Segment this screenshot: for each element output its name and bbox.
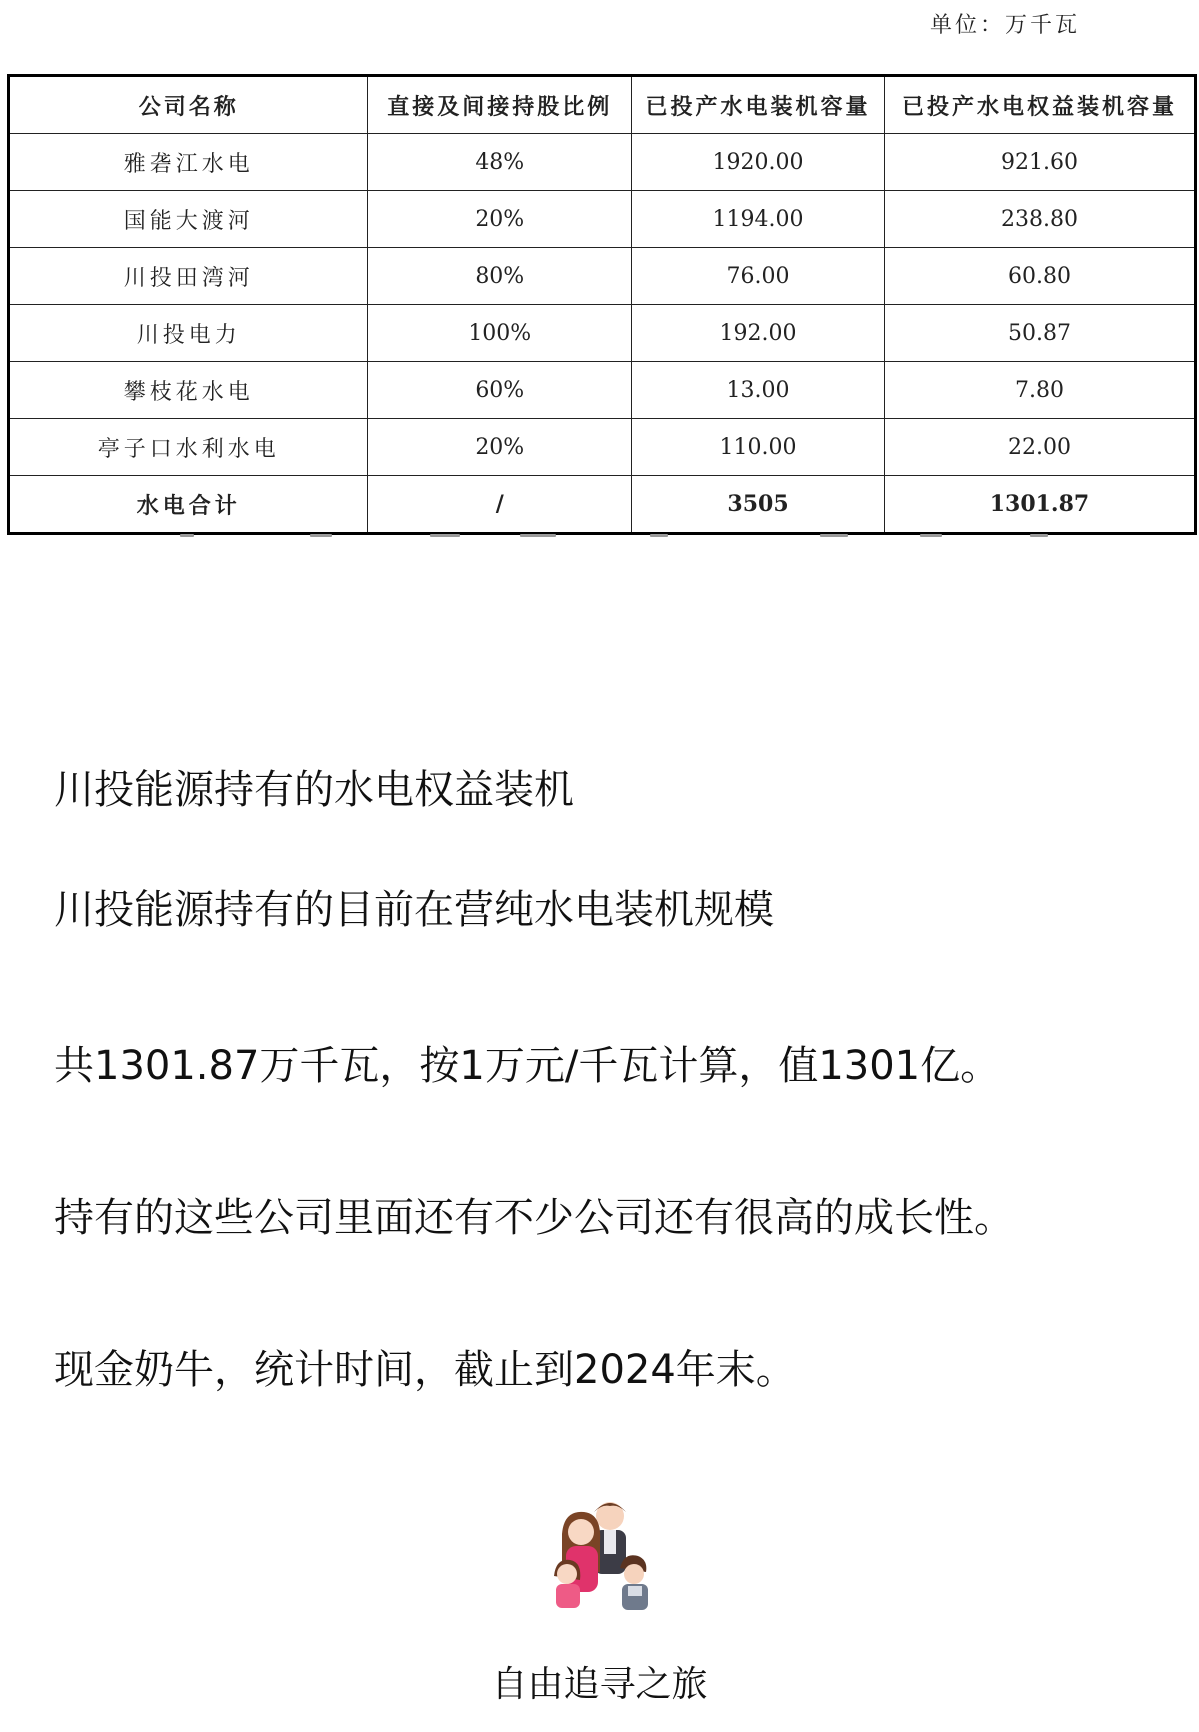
cell-stake: 20%	[368, 191, 632, 248]
unit-label: 单位：万千瓦	[930, 13, 1081, 38]
header-capacity: 已投产水电装机容量	[632, 76, 885, 134]
post-paragraph: 持有的这些公司里面还有不少公司还有很高的成长性。	[54, 1195, 1014, 1241]
header-stake: 直接及间接持股比例	[368, 76, 632, 134]
cell-company: 攀枝花水电	[9, 362, 368, 419]
total-stake: /	[368, 476, 632, 534]
cell-company: 川投田湾河	[9, 248, 368, 305]
total-label: 水电合计	[9, 476, 368, 534]
table-row	[9, 134, 1196, 191]
cell-stake: 48%	[368, 134, 632, 191]
table-row	[9, 419, 1196, 476]
post-paragraph: 共1301.87万千瓦，按1万元/千瓦计算，值1301亿。	[54, 1043, 1001, 1089]
cell-company: 国能大渡河	[9, 191, 368, 248]
header-company: 公司名称	[9, 76, 368, 134]
cell-company: 雅砻江水电	[9, 134, 368, 191]
table-total-row	[9, 476, 1196, 534]
cell-equity-capacity: 238.80	[884, 191, 1195, 248]
cell-capacity: 1194.00	[632, 191, 885, 248]
capacity-table	[7, 74, 1197, 535]
post-paragraph: 川投能源持有的目前在营纯水电装机规模	[54, 887, 774, 933]
total-capacity: 3505	[632, 476, 885, 534]
cell-stake: 20%	[368, 419, 632, 476]
post-paragraph: 现金奶牛，统计时间，截止到2024年末。	[54, 1347, 796, 1393]
cell-company: 川投电力	[9, 305, 368, 362]
table-row	[9, 305, 1196, 362]
family-avatar-icon	[548, 1494, 660, 1614]
table-row	[9, 191, 1196, 248]
header-equity-capacity: 已投产水电权益装机容量	[884, 76, 1195, 134]
cell-company: 亭子口水利水电	[9, 419, 368, 476]
table-header-row	[9, 76, 1196, 134]
cell-capacity: 192.00	[632, 305, 885, 362]
cell-stake: 80%	[368, 248, 632, 305]
table-row	[9, 362, 1196, 419]
author-name: 自由追寻之旅	[491, 1664, 708, 1705]
table-row	[9, 248, 1196, 305]
cell-equity-capacity: 50.87	[884, 305, 1195, 362]
cell-equity-capacity: 60.80	[884, 248, 1195, 305]
cell-capacity: 110.00	[632, 419, 885, 476]
cell-stake: 100%	[368, 305, 632, 362]
cell-capacity: 13.00	[632, 362, 885, 419]
cell-equity-capacity: 22.00	[884, 419, 1195, 476]
cell-capacity: 76.00	[632, 248, 885, 305]
scan-text-fragment	[0, 532, 1199, 544]
cell-capacity: 1920.00	[632, 134, 885, 191]
total-equity-capacity: 1301.87	[884, 476, 1195, 534]
cell-equity-capacity: 7.80	[884, 362, 1195, 419]
cell-equity-capacity: 921.60	[884, 134, 1195, 191]
cell-stake: 60%	[368, 362, 632, 419]
post-title: 川投能源持有的水电权益装机	[54, 767, 574, 813]
